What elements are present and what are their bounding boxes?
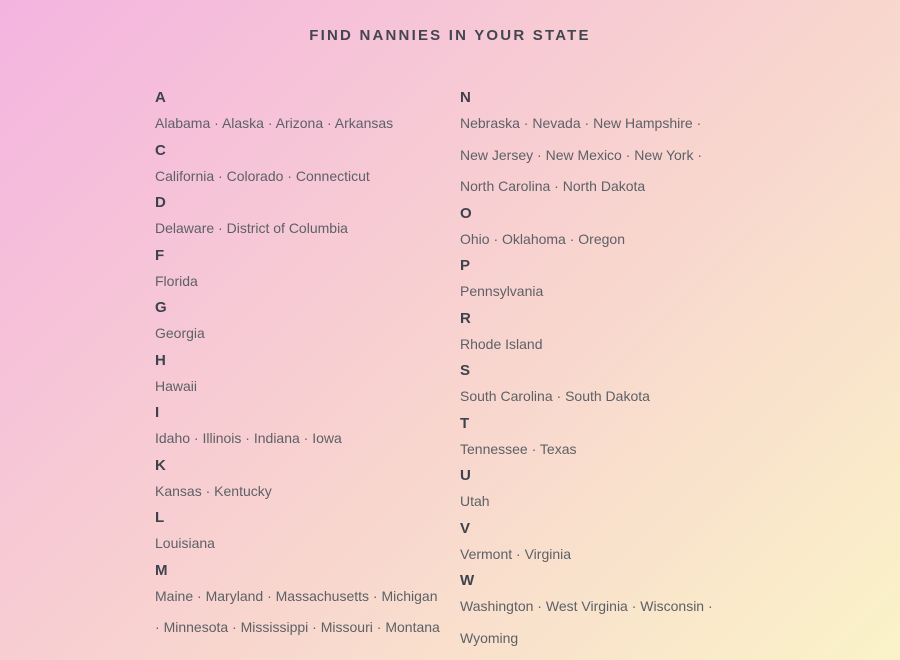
state-link-wisconsin[interactable]: Wisconsin [640,598,705,614]
states-line-p [460,276,745,308]
directory-column-left [155,90,440,647]
state-link-texas[interactable]: Texas [539,440,577,457]
states-line-h [155,371,440,403]
letter-heading-v: V [460,519,471,537]
state-link-nebraska[interactable]: Nebraska [460,115,520,131]
states-line-w: Washington · West Virginia · Wisconsin · Wyoming [460,598,713,646]
state-link-idaho[interactable]: Idaho [155,430,191,446]
state-link-mississippi[interactable]: Mississippi [240,619,309,635]
state-link-ohio[interactable]: Ohio [460,230,490,247]
letter-heading-f: F [155,246,165,264]
state-link-florida[interactable]: Florida [155,272,198,289]
letter-heading-a: A [155,89,167,106]
states-line-t: Tennessee · Texas [460,440,577,457]
states-line-r [460,329,745,361]
state-link-michigan[interactable]: Michigan [381,587,438,604]
letter-heading-u: U [460,467,472,484]
states-line-v: Vermont · Virginia [460,545,572,562]
state-link-alaska[interactable]: Alaska [221,115,264,131]
state-directory [155,90,745,657]
state-link-utah[interactable]: Utah [460,493,490,509]
letter-heading-k: K [155,456,167,474]
letter-heading-h: H [155,351,167,369]
state-link-arizona[interactable]: Arizona [275,115,324,131]
states-line-k: Kansas · Kentucky [155,482,272,499]
state-link-indiana[interactable]: Indiana [253,430,300,446]
state-link-pennsylvania[interactable]: Pennsylvania [460,283,544,299]
states-line-g [155,318,440,350]
state-link-iowa[interactable]: Iowa [312,430,342,446]
states-line-a: Alabama · Alaska · Arizona · Arkansas [155,115,394,131]
letter-heading-p: P [460,257,471,274]
state-link-montana[interactable]: Montana [385,619,440,635]
state-link-kansas[interactable]: Kansas [155,482,202,499]
state-link-virginia[interactable]: Virginia [524,545,572,562]
state-link-district-of-columbia[interactable]: District of Columbia [226,220,348,236]
state-link-oregon[interactable]: Oregon [578,230,625,247]
letter-heading-m: M [155,561,168,579]
letter-heading-c: C [155,141,167,159]
states-line-m: Maine · Maryland · Massachusetts · Michigan · Minnesota · Mississippi · Missouri · Montana [155,587,440,635]
state-link-maryland[interactable]: Maryland [205,587,264,604]
letter-heading-o: O [460,204,473,222]
state-link-minnesota[interactable]: Minnesota [163,619,229,635]
state-link-delaware[interactable]: Delaware [155,220,215,236]
state-link-illinois[interactable]: Illinois [202,430,242,446]
state-link-hawaii[interactable]: Hawaii [155,377,198,394]
state-link-north-carolina[interactable]: North Carolina [460,178,551,194]
letter-heading-w: W [460,572,475,589]
states-line-i: Idaho · Illinois · Indiana · Iowa [155,430,342,446]
state-link-new-jersey[interactable]: New Jersey [460,146,534,163]
state-link-west-virginia[interactable]: West Virginia [545,598,628,614]
letter-heading-l: L [155,509,165,526]
state-link-tennessee[interactable]: Tennessee [460,440,528,457]
state-link-nevada[interactable]: Nevada [532,115,581,131]
states-line-d: Delaware · District of Columbia [155,220,348,236]
letter-heading-g: G [155,299,168,316]
states-line-l [155,528,440,560]
letter-heading-r: R [460,309,472,327]
states-line-c: California · Colorado · Connecticut [155,167,370,184]
state-link-new-york[interactable]: New York [634,146,694,163]
directory-column-right [460,90,745,657]
state-link-rhode-island[interactable]: Rhode Island [460,335,543,352]
letter-heading-n: N [460,89,472,106]
page-title: FIND NANNIES IN YOUR STATE [309,27,591,44]
states-line-n: Nebraska · Nevada · New Hampshire · New Jersey · New Mexico · New York · North Carolina · North Dakota [460,115,703,194]
state-link-connecticut[interactable]: Connecticut [295,167,370,184]
states-line-f [155,266,440,298]
states-line-o: Ohio · Oklahoma · Oregon [460,230,625,247]
state-link-massachusetts[interactable]: Massachusetts [275,587,370,604]
state-link-california[interactable]: California [155,167,215,184]
state-link-new-hampshire[interactable]: New Hampshire [593,115,693,131]
state-link-south-carolina[interactable]: South Carolina [460,388,553,404]
letter-heading-s: S [460,362,471,379]
states-line-s: South Carolina · South Dakota [460,388,650,404]
state-link-colorado[interactable]: Colorado [226,167,284,184]
state-link-maine[interactable]: Maine [155,587,194,604]
state-link-vermont[interactable]: Vermont [460,545,513,562]
state-link-missouri[interactable]: Missouri [320,619,373,635]
states-line-u [460,486,745,518]
state-link-alabama[interactable]: Alabama [155,115,211,131]
state-link-louisiana[interactable]: Louisiana [155,535,215,551]
letter-heading-i: I [155,404,160,421]
letter-heading-d: D [155,194,167,211]
state-link-arkansas[interactable]: Arkansas [334,115,394,131]
state-link-north-dakota[interactable]: North Dakota [562,178,646,194]
state-link-georgia[interactable]: Georgia [155,325,205,341]
state-link-washington[interactable]: Washington [460,598,534,614]
state-link-south-dakota[interactable]: South Dakota [565,388,650,404]
state-link-new-mexico[interactable]: New Mexico [545,146,622,163]
state-link-wyoming[interactable]: Wyoming [460,629,519,646]
letter-heading-t: T [460,414,470,432]
state-link-kentucky[interactable]: Kentucky [214,482,272,499]
state-link-oklahoma[interactable]: Oklahoma [502,230,566,247]
